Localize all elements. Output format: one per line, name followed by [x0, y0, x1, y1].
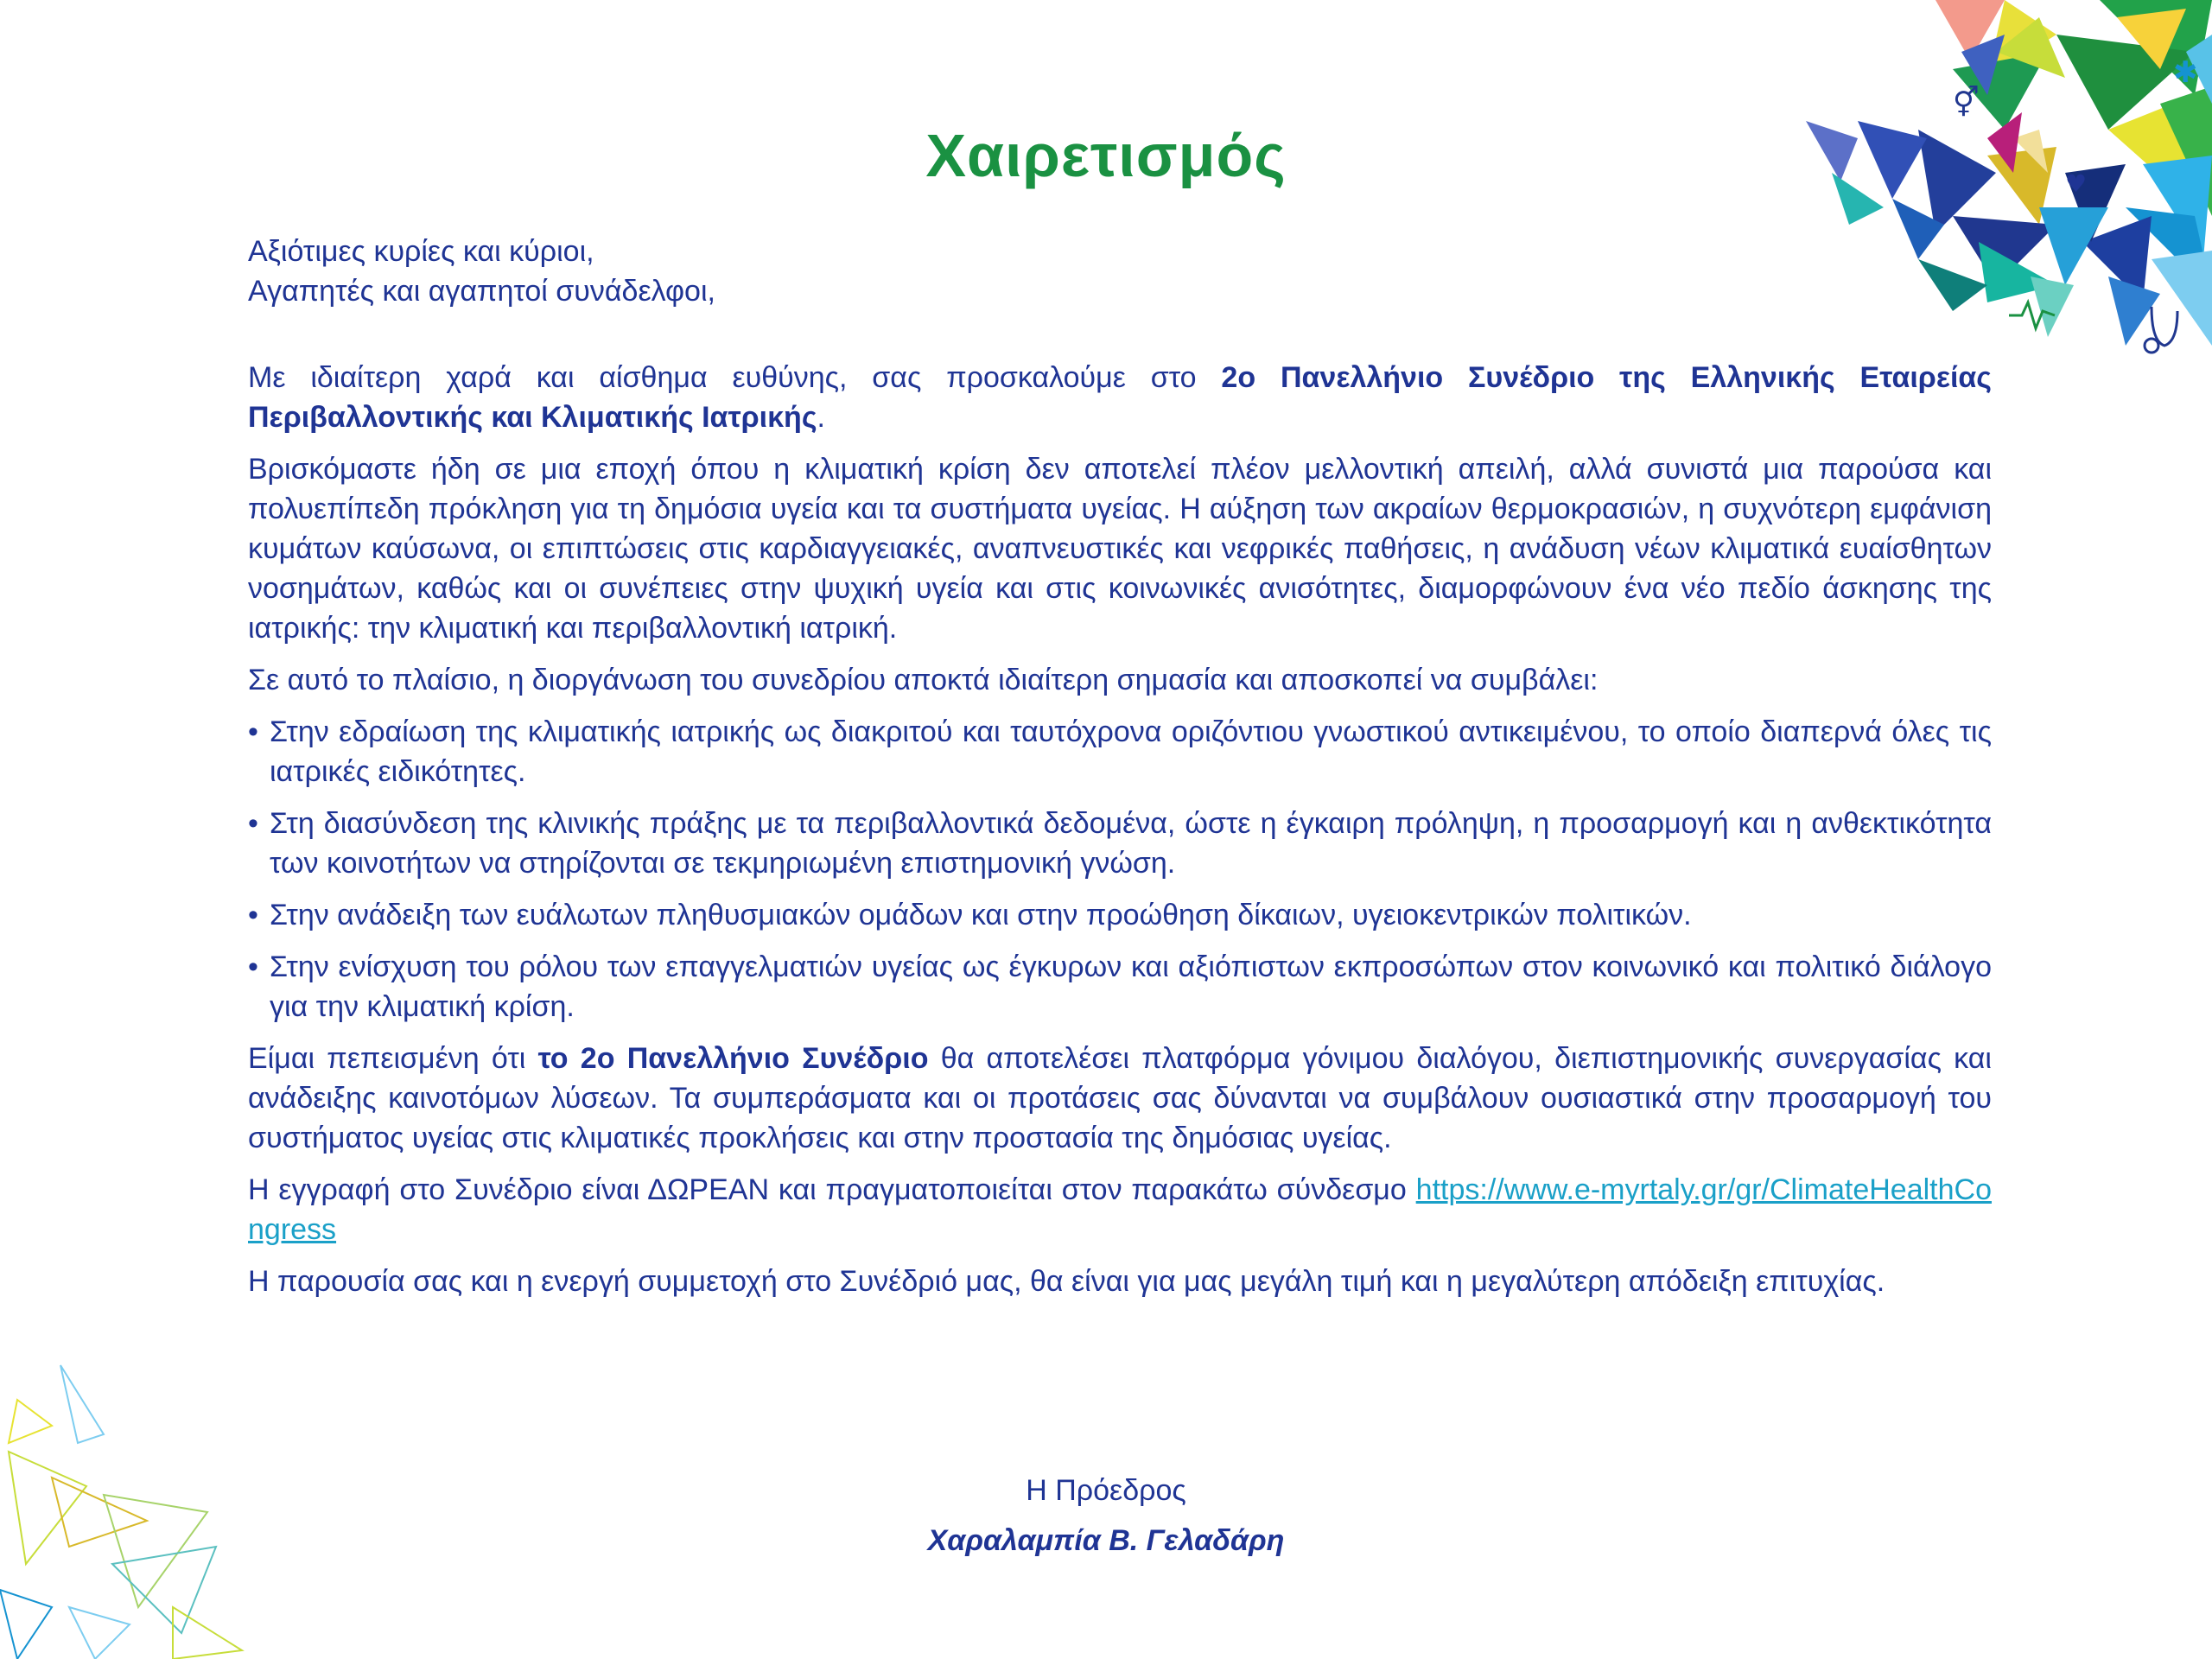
goals-list	[248, 712, 1992, 1027]
intro-paragraph	[248, 358, 1992, 437]
list-item	[248, 947, 1992, 1027]
salutation-line-1: Αξιότιμες κυρίες και κύριοι,	[248, 235, 594, 268]
congress-name: 2ο Πανελλήνιο Συνέδριο της Ελληνικής Εταιρείας Περιβαλλοντικής και Κλιματικής Ιατρικής	[248, 361, 1992, 434]
intro-text: Με ιδιαίτερη χαρά και αίσθημα ευθύνης, σας προσκαλούμε στο	[248, 361, 1222, 394]
registration-paragraph	[248, 1170, 1992, 1249]
climate-paragraph: Βρισκόμαστε ήδη σε μια εποχή όπου η κλιματική κρίση δεν αποτελεί πλέον μελλοντική απειλή, αλλά συνιστά μια παρούσα και πολυεπίπεδη πρόκληση για τη δημόσια υγεία και τα συστήματα υγείας. Η αύξηση των ακραίων θερμοκρασιών, η συχνότερη εμφάνιση κυμάτων καύσωνα, οι επιπτώσεις στις καρδιαγγειακές, αναπνευστικές και νεφρικές παθήσεις, η ανάδυση νέων κλιματικά ευαίσθητων νοσημάτων, καθώς και οι συνέπειες στην ψυχική υγεία και στις κοινωνικές ανισότητες, διαμορφώνουν ένα νέο πεδίο άσκησης της ιατρικής: την κλιματική και περιβαλλοντική ιατρική.	[248, 453, 1992, 645]
heart-icon: ♥	[2065, 169, 2088, 198]
letter-body	[248, 232, 1992, 1301]
bullet-icon: •	[248, 715, 258, 748]
stethoscope-icon	[2145, 307, 2177, 353]
signature-name: Χαραλαμπία Β. Γελαδάρη	[927, 1524, 1285, 1557]
context-paragraph: Σε αυτό το πλαίσιο, η διοργάνωση του συνεδρίου αποκτά ιδιαίτερη σημασία και αποσκοπεί να συμβάλει:	[248, 664, 1599, 696]
list-item	[248, 804, 1992, 883]
list-item	[248, 895, 1992, 935]
list-item-text: Στην ενίσχυση του ρόλου των επαγγελματιών υγείας ως έγκυρων και αξιόπιστων εκπροσώπων στον κοινωνικό και πολιτικό διάλογο για την κλιματική κρίση.	[270, 950, 1992, 1023]
list-item-text: Στην ανάδειξη των ευάλωτων πληθυσμιακών ομάδων και στην προώθηση δίκαιων, υγειοκεντρικών πολιτικών.	[270, 899, 1692, 931]
belief-text: Είμαι πεπεισμένη ότι	[248, 1042, 538, 1075]
registration-link[interactable]: https://www.e-myrtaly.gr/gr/ClimateHealthCongress	[248, 1173, 1992, 1246]
closing-paragraph: Η παρουσία σας και η ενεργή συμμετοχή στο Συνέδριό μας, θα είναι για μας μεγάλη τιμή και η μεγαλύτερη απόδειξη επιτυχίας.	[248, 1265, 1885, 1298]
belief-congress-name: το 2ο Πανελλήνιο Συνέδριο	[537, 1042, 929, 1075]
registration-text: Η εγγραφή στο Συνέδριο είναι ΔΩΡΕΑΝ και πραγματοποιείται στον παρακάτω σύνδεσμο	[248, 1173, 1416, 1206]
list-item-text: Στην εδραίωση της κλιματικής ιατρικής ως διακριτού και ταυτόχρονα οριζόντιου γνωστικού αντικειμένου, το οποίο διαπερνά όλες τις ιατρικές ειδικότητες.	[270, 715, 1992, 788]
belief-rest: θα αποτελέσει πλατφόρμα γόνιμου διαλόγου, διεπιστημονικής συνεργασίας και ανάδειξης καινοτόμων λύσεων. Τα συμπεράσματα και οι προτάσεις σας δύνανται να συμβάλουν ουσιαστικά στην προσαρμογή του συστήματος υγείας στις κλιματικές προκλήσεις και στην προστασία της δημόσιας υγείας.	[248, 1042, 1992, 1154]
intro-end: .	[817, 401, 825, 434]
salutation-line-2: Αγαπητές και αγαπητοί συνάδελφοι,	[248, 275, 715, 308]
bullet-icon: •	[248, 950, 258, 983]
signature-role: Η Πρόεδρος	[1026, 1474, 1186, 1507]
gender-icon: ⚥	[1953, 86, 1980, 120]
page-title: Χαιρετισμός	[925, 122, 1287, 189]
bullet-icon: •	[248, 899, 258, 931]
signature-block	[0, 1471, 2212, 1560]
asterisk-icon: ✱	[2173, 55, 2198, 90]
list-item	[248, 712, 1992, 791]
bullet-icon: •	[248, 807, 258, 840]
belief-paragraph	[248, 1039, 1992, 1158]
list-item-text: Στη διασύνδεση της κλινικής πράξης με τα περιβαλλοντικά δεδομένα, ώστε η έγκαιρη πρόληψη, η προσαρμογή και η ανθεκτικότητα των κοινοτήτων να στηρίζονται σε τεκμηριωμένη επιστημονική γνώση.	[270, 807, 1992, 880]
